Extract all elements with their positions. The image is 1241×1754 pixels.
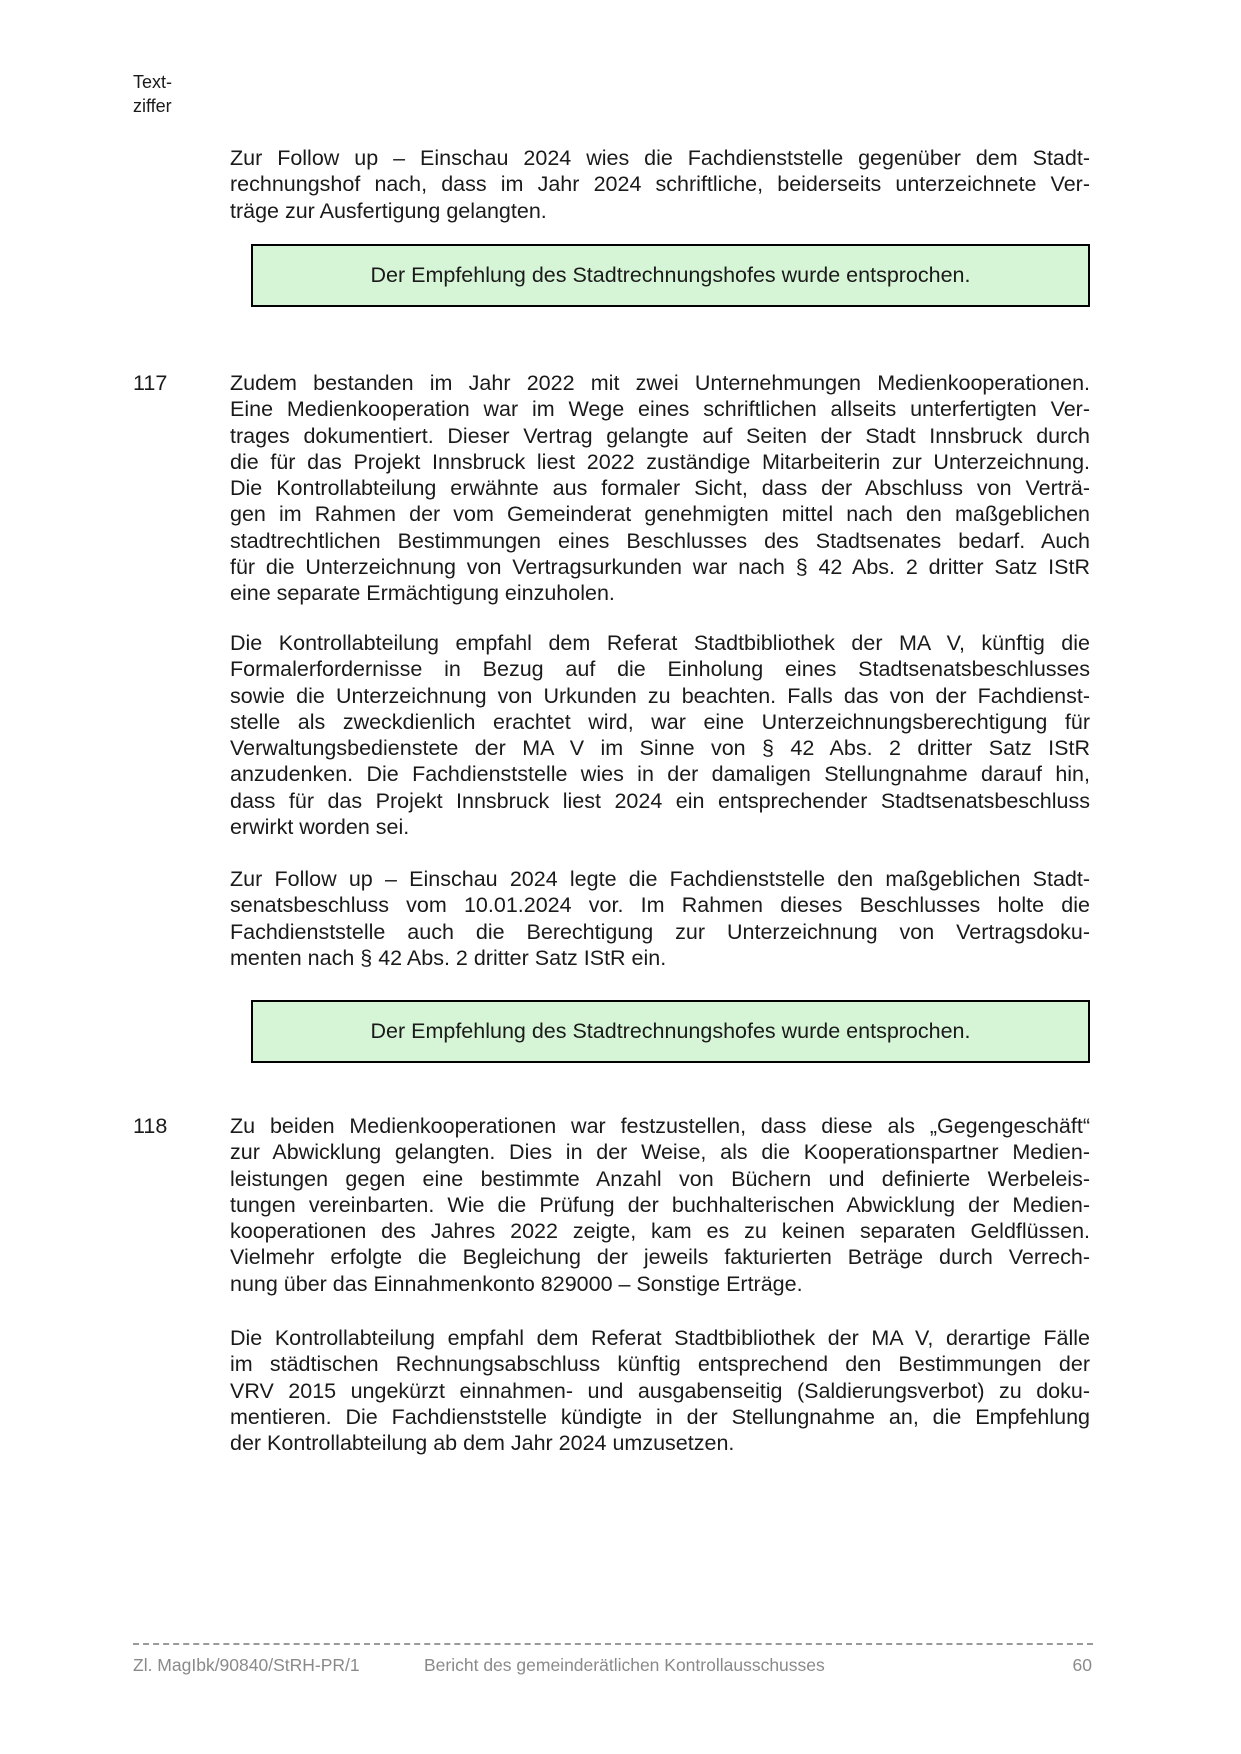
text-line: rechnungshof nach, dass im Jahr 2024 schriftliche, beiderseits unterzeichnete Ver-: [230, 172, 1090, 197]
text-line: Vielmehr erfolgte die Begleichung der jeweils fakturierten Beträge durch Verrech-: [230, 1245, 1090, 1270]
text-line: Fachdienststelle auch die Berechtigung zur Unterzeichnung von Vertragsdoku-: [230, 919, 1090, 944]
text-line: Verwaltungsbedienstete der MA V im Sinne von § 42 Abs. 2 dritter Satz IStR: [230, 736, 1090, 761]
text-line: sowie die Unterzeichnung von Urkunden zu beachten. Falls das von der Fachdienst-: [230, 683, 1090, 708]
text-line: anzudenken. Die Fachdienststelle wies in der damaligen Stellungnahme darauf hin,: [230, 762, 1090, 787]
text-line: die für das Projekt Innsbruck liest 2022 zuständige Mitarbeiterin zur Unterzeichnung.: [230, 449, 1090, 474]
text-line: trages dokumentiert. Dieser Vertrag gelangte auf Seiten der Stadt Innsbruck durch: [230, 423, 1090, 448]
text-line: träge zur Ausfertigung gelangten.: [230, 198, 547, 223]
text-line: Zu beiden Medienkooperationen war festzustellen, dass diese als „Gegengeschäft“: [230, 1114, 1090, 1138]
body-text-column: [230, 0, 1090, 1754]
margin-column-header: [133, 70, 172, 118]
paragraph-117: [230, 370, 1090, 607]
paragraph-117-followup: [230, 866, 1090, 971]
recommendation-box-2: [251, 1000, 1090, 1063]
text-line: für die Unterzeichnung von Vertragsurkunden war nach § 42 Abs. 2 dritter Satz IStR: [230, 555, 1090, 580]
text-line: dass für das Projekt Innsbruck liest 2024 ein entsprechender Stadtsenatsbeschluss: [230, 788, 1090, 813]
recommendation-text: Der Empfehlung des Stadtrechnungshofes wurde entsprochen.: [370, 263, 971, 287]
text-line: Die Kontrollabteilung empfahl dem Referat Stadtbibliothek der MA V, derartige Fälle: [230, 1326, 1090, 1350]
margin-header-line1: Text-: [133, 72, 173, 92]
footer-divider: [133, 1643, 1093, 1645]
recommendation-box-1: [251, 244, 1090, 307]
text-line: senatsbeschluss vom 10.01.2024 vor. Im Rahmen dieses Beschlusses holte die: [230, 893, 1090, 918]
paragraph-118: [230, 1113, 1090, 1297]
paragraph-117-empfehlung: [230, 630, 1090, 840]
text-line: Formalerfordernisse in Bezug auf die Einholung eines Stadtsenatsbeschlusses: [230, 657, 1090, 682]
text-line: menten nach § 42 Abs. 2 dritter Satz IStR ein.: [230, 945, 667, 970]
text-line: der Kontrollabteilung ab dem Jahr 2024 umzusetzen.: [230, 1431, 735, 1456]
textziffer-number-118: 118: [133, 1114, 168, 1138]
text-line: Zur Follow up – Einschau 2024 wies die Fachdienststelle gegenüber dem Stadt-: [230, 146, 1090, 170]
recommendation-text: Der Empfehlung des Stadtrechnungshofes wurde entsprochen.: [370, 1019, 971, 1043]
text-line: Die Kontrollabteilung erwähnte aus formaler Sicht, dass der Abschluss von Verträ-: [230, 476, 1090, 501]
textziffer-number-117: 117: [133, 371, 168, 395]
text-line: stelle als zweckdienlich erachtet wird, war eine Unterzeichnungsberechtigung für: [230, 709, 1090, 734]
paragraph-followup-2024: [230, 145, 1090, 224]
text-line: erwirkt worden sei.: [230, 815, 410, 840]
text-line: mentieren. Die Fachdienststelle kündigte in der Stellungnahme an, die Empfehlung: [230, 1404, 1090, 1429]
text-line: leistungen gegen eine bestimmte Anzahl von Büchern und definierte Werbeleis-: [230, 1166, 1090, 1191]
footer-report-title: Bericht des gemeinderätlichen Kontrollausschusses: [424, 1655, 825, 1675]
paragraph-118-empfehlung: [230, 1325, 1090, 1456]
text-line: stadtrechtlichen Bestimmungen eines Beschlusses des Stadtsenates bedarf. Auch: [230, 528, 1090, 553]
text-line: gen im Rahmen der vom Gemeinderat genehmigten mittel nach den maßgeblichen: [230, 502, 1090, 527]
text-line: im städtischen Rechnungsabschluss künftig entsprechend den Bestimmungen der: [230, 1352, 1090, 1377]
text-line: eine separate Ermächtigung einzuholen.: [230, 581, 615, 606]
text-line: zur Abwicklung gelangten. Dies in der Weise, als die Kooperationspartner Medien-: [230, 1140, 1090, 1165]
page-footer: [133, 1654, 1092, 1680]
text-line: nung über das Einnahmenkonto 829000 – Sonstige Erträge.: [230, 1271, 803, 1296]
text-line: Die Kontrollabteilung empfahl dem Referat Stadtbibliothek der MA V, künftig die: [230, 631, 1090, 655]
footer-reference-number: Zl. MagIbk/90840/StRH-PR/1: [133, 1655, 360, 1675]
text-line: VRV 2015 ungekürzt einnahmen- und ausgabenseitig (Saldierungsverbot) zu doku-: [230, 1378, 1090, 1403]
text-line: tungen vereinbarten. Wie die Prüfung der buchhalterischen Abwicklung der Medien-: [230, 1192, 1090, 1217]
text-line: Zudem bestanden im Jahr 2022 mit zwei Unternehmungen Medienkooperationen.: [230, 371, 1090, 395]
margin-header-line2: ziffer: [133, 96, 172, 116]
text-line: kooperationen des Jahres 2022 zeigte, kam es zu keinen separaten Geldflüssen.: [230, 1219, 1090, 1244]
text-line: Eine Medienkooperation war im Wege eines schriftlichen allseits unterfertigten Ver-: [230, 397, 1090, 422]
text-line: Zur Follow up – Einschau 2024 legte die Fachdienststelle den maßgeblichen Stadt-: [230, 867, 1090, 891]
footer-page-number: 60: [1072, 1655, 1092, 1675]
